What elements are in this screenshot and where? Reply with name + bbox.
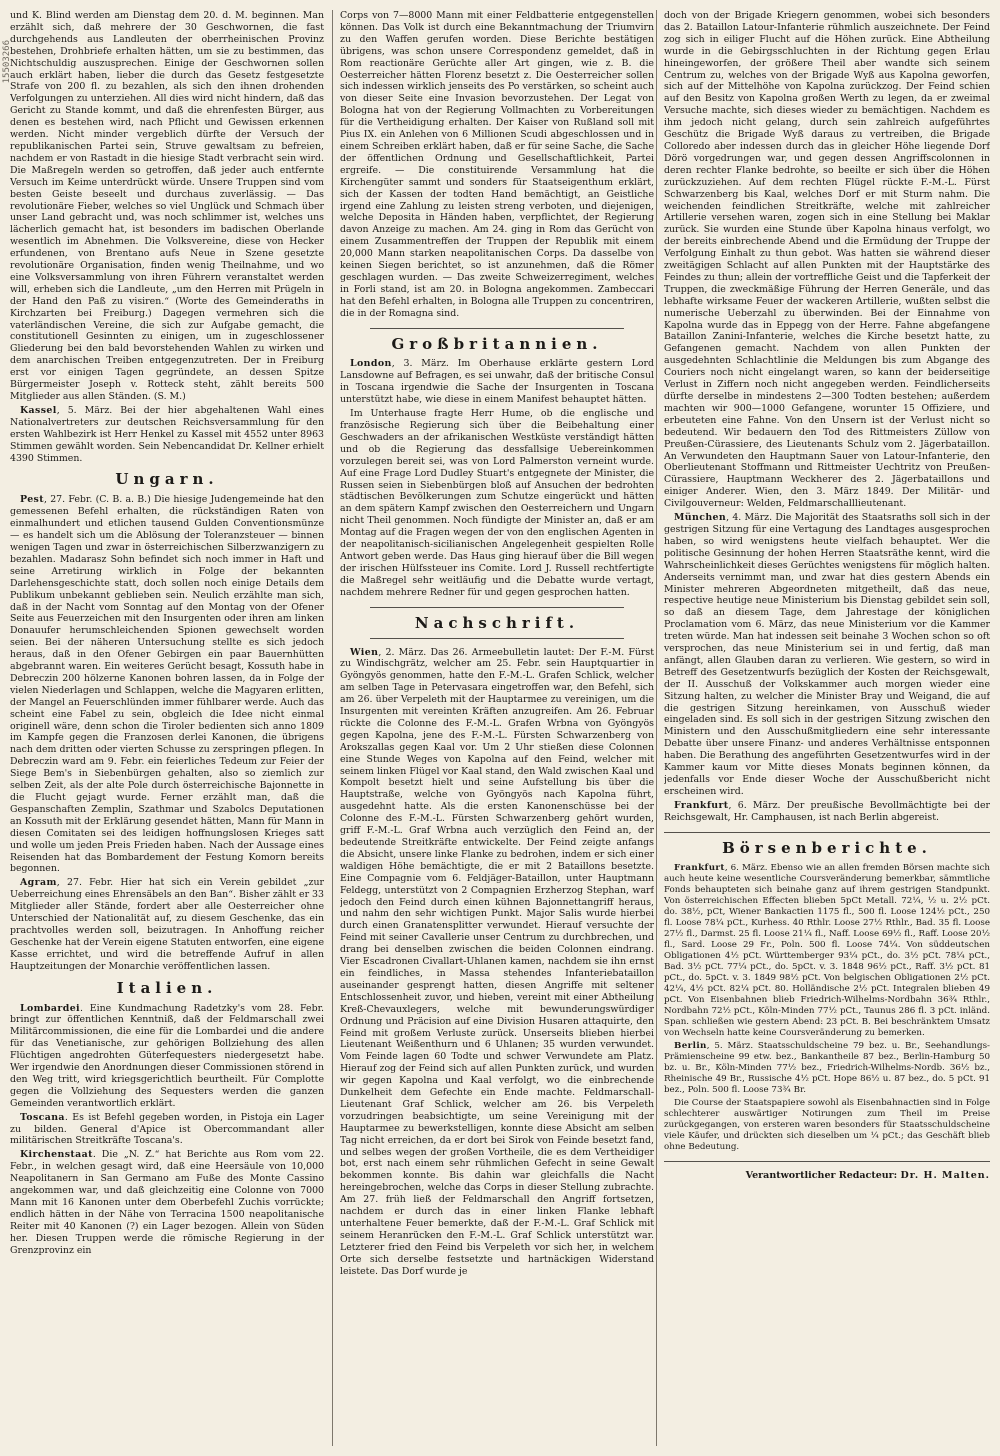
section-title-grossbritannien: Großbritannien. — [391, 334, 603, 353]
article-kassel — [10, 405, 324, 465]
article-lombardei — [10, 1003, 324, 1110]
article-unterhaus: Im Unterhause fragte Herr Hume, ob die englische und französische Regierung sich über die Beibehaltung einer Geschwaders an der afrikanischen Westküste verständigt hätten und ob die Regierung das dessfallsige Uebereinkommen vorzulegen bereit sei, was von Lord Palmerston verneint wurde. Auf eine Frage Lord Dudley Stuart's entgegnete der Minister, die Russen seien in Siebenbürgen bloß auf Ansuchen der bedrohten städtischen Bevölkerungen zum Schutze eingerückt und hätten an dem spätern Kampf zwischen den Oesterreichern und Ungarn nicht Theil genommen. Noch fündigte der Minister an, daß er am Montag auf die Fragen wegen der von den englischen Agenten in der neapolitanisch-sicilianischen Angelegenheit gespielten Rolle Antwort geben werde. Das Haus ging hierauf über die Bill wegen der irischen Hülfssteuer ins Comite. Lord J. Russell rechtfertigte die Maßregel sehr weitläufig und die Debatte wurde vertagt, nachdem mehrere Redner für und gegen gesprochen hatten. — [340, 408, 654, 598]
article-wien-continued: doch von der Brigade Kriegern genommen, wobei sich besonders das 2. Bataillon Latour-Infanterie rühmlich auszeichnete. Der Feind zog sich in eiliger Flucht auf die Höhen zurück. Eine Abtheilung wurde in die Gebirgsschluchten in der Richtung gegen Erlau hineingeworfen, der größere Theil aber wandte sich seinem Centrum zu, welches von der Brigade Wyß aus Kapolna geworfen, sich auf der Mittelhöhe von Kapolna zurückzog. Der Feind schien auf den Besitz von Kapolna großen Werth zu legen, da er zweimal Versuche machte, sich dieses wieder zu bemächtigen. Nachdem es ihm jedoch nicht gelang, durch sein zahlreich aufgeführtes Geschütz die Brigade Wyß daraus zu vertreiben, die Brigade Colloredo aber indessen durch das in gleicher Höhe liegende Dorf Dörö vorgedrungen war, und gegen dessen Angriffscolonnen in deren rechter Flanke bedrohte, so beeilte er sich über die Höhen zurückzuziehen. Auf dem rechten Flügel rückte F.-M.-L. Fürst Schwarzenberg bis Kaal, welches Dorf er mit Sturm nahm. Die weichenden feindlichen Streitkräfte, welche mit zahlreicher Artillerie versehen waren, zogen sich in eine Stellung bei Maklar zurück. Sie wurden eine Stunde über Kapolna hinaus verfolgt, wo der bereits einbrechende Abend und die Ermüdung der Truppe der Verfolgung Einhalt zu thun gebot. Was hatten sie während dieser zweitägigen Schlacht auf allen Punkten mit der Hauptstärke des Feindes zu thun; allein der vortreffliche Geist und die Tapferkeit der Truppen, die zweckmäßige Führung der Herren Generäle, und das lebhafte wirksame Feuer der wackeren Artillerie, wußten selbst die numerische Ueberzahl zu überwinden. Bei der Einnahme von Kapolna wurde das in Eppegg von der Herre. Fahne abgefangene Bataillon Zanini-Infanterie, welches die Kirche besetzt hatte, zu Gefangenen gemacht. Nachdem von allen Punkten der ausgedehnten Schlachtlinie die Meldungen bis zum Abgange des Couriers noch nicht eingelangt waren, so kann der beiderseitige Verlust in Ziffern noch nicht angegeben werden. Feindlicherseits dürfte derselbe in mindestens 2—300 Todten bestehen; außerdem machten wir 900—1000 Gefangene, worunter 15 Offiziere, und erbeuteten eine Fahne. Von den Unsern ist der Verlust nicht so bedeutend. Wir bedauern den Tod des Rittmeisters Züllow von Preußen-Cürassiere, des Lieutenants Schulz vom 2. Jägerbataillon. An Verwundeten den Hauptmann Sauer von Latour-Infanterie, den Oberlieutenant Stoffmann und Rittmeister Uechtritz von Preußen-Cürassiere, Hauptmann Weckherer des 2. Jägerbataillons und einiger Anderer. Wien, den 3. März 1849. Der Militär- und Civilgouverneur: Welden, Feldmarschalllieutenant. — [664, 10, 990, 510]
dateline-muenchen: München — [674, 512, 727, 524]
dateline-berlin: Berlin — [674, 1040, 707, 1051]
article-kirchenstaat-continued: Corps von 7—8000 Mann mit einer Feldbatterie entgegenstellen können. Das Volk ist durch eine Bekanntmachung der Triumvirn zu den Waffen gerufen worden. Diese Berichte bestätigen übrigens, was schon unsere Correspondenz gemeldet, daß in Rom reactionäre Gerüchte aller Art gingen, wie z. B. die Oesterreicher hätten Florenz besetzt z. Die Oesterreicher sollen sich indessen wirklich jenseits des Po verstärken, so scheint auch von dieser Seite eine Invasion bevorzustehen. Der Legat von Bologna hat von der Regierung Vollmachten zu Vorbereitungen für die Vertheidigung erhalten. Der Kaiser von Rußland soll mit Pius IX. ein Anlehen von 6 Millionen Scudi abgeschlossen und in einem Schreiben erklärt haben, daß er für seine Sache, die Sache der öffentlichen Ordnung und Gesellschaftlichkeit, Partei ergreife. — Die constituirende Versammlung hat die Kirchengüter sammt und sonders für Staatseigenthum erklärt, sich der Kassen der todten Hand bemächtigt, an Geistliche irgend eine Zahlung zu leisten streng verboten, und diejenigen, welche Deposita in Händen haben, verpflichtet, der Regierung davon Anzeige zu machen. Am 24. ging in Rom das Gerücht von einem Zusammentreffen der Truppen der Republik mit einem 20,000 Mann starken neapolitanischen Corps. Da dasselbe von keinen Siegen berichtet, so ist anzunehmen, daß die Römer geschlagen wurden. — Das zweite Schweizerregiment, welches in Forli stand, ist am 20. in Bologna angekommen. Zambeccari hat den Befehl erhalten, in Bologna alle Truppen zu concentriren, die in der Romagna sind. — [340, 10, 654, 319]
dateline-wien: Wien — [350, 646, 379, 658]
dateline-kirchenstaat: Kirchenstaat — [20, 1149, 93, 1161]
article-toscana-text: . Es ist Befehl gegeben worden, in Pistoja ein Lager zu bilden. General d'Apice ist Obercommandant aller militärischen Streitkräfte Toscana's. — [10, 1111, 324, 1147]
report-frankfurt-text: , 6. März. Ebenso wie an allen fremden Börsen machte sich auch heute keine wesentliche Coursveränderung bemerkbar, sämmtliche Fonds behaupteten sich beinahe ganz auf ihrem gestrigen Standpunkt. Von österreichischen Effecten blieben 5pCt Metall. 72¼, ½ u. 2½ pCt. do. 38½, pCt, Wiener Bankactien 1175 fl., 500 fl. Loose 124½ pCt., 250 fl. Loose 78¼ pCt., Kurhess. 40 Rthlr. Loose 27½ Rthlr., Bad. 35 fl. Loose 27½ fl., Darmst. 25 fl. Loose 21¼ fl., Naff. Loose 69½ fl., Raff. Loose 20½ fl., Sard. Loose 29 Fr., Poln. 500 fl. Loose 74¼. Von süddeutschen Obligationen 4½ pCt. Württemberger 93¼ pCt., do. 3½ pCt. 78¼ pCt., Bad. 3½ pCt. 77¼ pCt., do. 5pCt. v. 3. 1848 96½ pCt., Raff. 3½ pCt. 81 pCt., do. 5pCt. v. 3. 1849 98½ pCt. Von belgischen Obligationen 2½ pCt. 42¼, 4½ pCt. 82¼ pCt. 80. Holländische 2½ pCt. Integralen blieben 49 pCt. Von Eisenbahnen blieb Friedrich-Wilhelms-Nordbahn 36¾ Rthlr., Nordbahn 72½ pCt., Köln-Minden 77½ pCt., Taunus 286 fl. 3 pCt. inländ. Span. schließen wie gestern Abend: 23 pCt. B. Bei beschränktem Umsatz von Wechseln hatte keine Coursveränderung zu bemerken. — [664, 862, 990, 1038]
report-frankfurt — [664, 863, 990, 1039]
report-berlin — [664, 1041, 990, 1096]
footer-rule — [664, 1161, 990, 1162]
dateline-pest: Pest — [20, 494, 44, 506]
dateline-kassel: Kassel — [20, 404, 57, 416]
column-1 — [10, 10, 324, 1446]
article-muenchen — [664, 512, 990, 798]
column-divider — [656, 10, 657, 1446]
article-toscana — [10, 1112, 324, 1148]
article-pest — [10, 494, 324, 875]
dateline-lombardei: Lombardei — [20, 1002, 81, 1014]
article-muenchen-text: , 4. März. Die Majorität des Staatsraths soll sich in der gestrigen Sitzung für eine Vertagung des Landtages ausgesprochen haben, so wird wenigstens heute vielfach behauptet. Wer die politische Gesinnung der hohen Herren Staatsräthe kennt, wird die Wahrscheinlichkeit dieses Gerüchtes wenigstens für möglich halten. Anderseits vernimmt man, und zwar hat dies gestern Abends ein Minister mehreren Abgeordneten mitgetheilt, daß das neue, respective heutige neue Ministerium bis Dienstag gebildet sein soll, so daß an diesem Tage, dem Jahrestage der königlichen Proclamation vom 6. März, das neue Ministerium vor die Kammer treten würde. Man hat indessen seit beinahe 3 Wochen schon so oft versprochen, das neue Ministerium sei in und fertig, daß man anfängt, allen Glauben daran zu verlieren. Wie gestern, so wird in Betreff des Gesetzentwurfs bezüglich der Kosten der Reichsgewalt, der II. Ausschuß der Volkskammer auch morgen wieder eine Sitzung halten, zu welcher die Minister Bray und Weigand, die auf die gestrigen Sitzung hereinkamen, von Ausschuß wieder eingeladen sind. Es soll sich in der gestrigen Sitzung zwischen den Ministern und den Ausschußmitgliedern eine sehr interessante Debatte über unsere Finanz- und anderes Verhältnisse entsponnen haben. Die Berathung des angeführten Gesetzentwurfes wird in der Kammer kaum vor Mitte dieses Monats beginnen können, da jedenfalls vor Ende dieser Woche der Ausschußbericht nicht erscheinen wird. — [664, 512, 990, 797]
dateline-frankfurt: Frankfurt — [674, 799, 729, 811]
stock-reports — [664, 863, 990, 1153]
section-rule — [370, 607, 624, 608]
section-title-nachschrift: Nachschrift. — [414, 613, 580, 632]
dateline-agram: Agram — [20, 877, 57, 889]
section-rule — [370, 638, 624, 639]
article-frankfurt-text: , 6. März. Der preußische Bevollmächtigte bei der Reichsgewalt, Hr. Camphausen, ist nach Berlin abgereist. — [664, 799, 990, 823]
article-lombardei-text: . Eine Kundmachung Radetzky's vom 28. Febr. bringt zur öffentlichen Kenntniß, daß der Feldmarschall zwei Militärcommissionen, die eine für die Lombardei und die andere für das Venetianische, zur gehörigen Bollziehung des allen Flüchtigen angedrohten Güterfequesters niedergesetzt habe. Wer irgendwie den Anordnungen dieser Commissionen störend in den Weg tritt, wird kriegsgerichtlich beurtheilt. Für Complotte gegen die Vollziehung des Sequesters werden die ganzen Gemeinden verantwortlich erklärt. — [10, 1002, 324, 1109]
article-london-text: , 3. März. Im Oberhause erklärte gestern Lord Lansdowne auf Befragen, es sei unwahr, daß der britische Consul in Toscana irgendwie die Sache der Insurgenten in Toscana unterstützt habe, wie diese in einem Manifest behauptet hätten. — [340, 358, 654, 406]
editor-name: Dr. H. Malten. — [900, 1169, 990, 1181]
report-course-note: Die Course der Staatspapiere sowohl als Eisenbahnactien sind in Folge schlechterer auswärtiger Notirungen zum Theil im Preise zurückgegangen, von ersteren waren besonders für Staatsschuldscheine viele Käufer, und drückten sich dieselben um ¼ pCt.; das Geschäft blieb ohne Bedeutung. — [664, 1097, 990, 1152]
article-agram — [10, 877, 324, 972]
article-agram-text: , 27. Febr. Hier hat sich ein Verein gebildet „zur Ueberreichung eines Ehrensäbels an den Ban“. Bisher zählt er 33 Mitglieder aller Stände, fordert aber alle Oesterreicher ohne Unterschied der Nationalität auf, zu diesem Geschenke, das ein prachtvolles werden soll, beizutragen. In Anhoffung reicher Geschenke hat der Verein eigene Statuten entworfen, eine eigene Kasse errichtet, und wird die betreffende Aufruf in allen Hauptzeitungen der Monarchie veröffentlichen lassen. — [10, 877, 324, 972]
section-rule — [370, 328, 624, 329]
dateline-toscana: Toscana — [20, 1111, 65, 1123]
report-berlin-text: , 5. März. Staatsschuldscheine 79 bez. u. Br., Seehandlungs-Prämienscheine 99 etw. bez., Bankantheile 87 bez., Berlin-Hamburg 50 bz. u. Br., Köln-Minden 77½ bez., Friedrich-Wilhelms-Nordb. 36½ bz., Rheinische 49 Br., Russische 4½ pCt. Hope 86½ u. 87 bez., do. 5 pCt. 91 bez., Poln. 500 fl. Loose 73¾ Br. — [664, 1040, 990, 1095]
article-kirchenstaat — [10, 1149, 324, 1256]
article-kirchenstaat-text: . Die „N. Z.“ hat Berichte aus Rom vom 22. Febr., in welchen gesagt wird, daß eine Heersäule von 10,000 Neapolitanern in San Germano am Fuße des Monte Cassino angekommen war, und daß gleichzeitig eine Colonne von 7000 Mann mit 16 Kanonen unter dem Oberbefehl Zuchis vorrückte; endlich hätten in der Nähe von Terracina 1500 neapolitanische Reiter mit 40 Kanonen (?) ein Lager bezogen. Allein von Süden her. Diesen Truppen werde die römische Regierung in der Grenzprovinz ein — [10, 1149, 324, 1256]
editor-credit — [664, 1170, 990, 1182]
article-pest-text: , 27. Febr. (C. B. a. B.) Die hiesige Judengemeinde hat den gemessenen Befehl erhalten, die rückständigen Raten von einmalhundert und etlichen tausend Gulden Conventionsmünze — es handelt sich um die Ablösung der Toleranzsteuer — binnen wenigen Tagen und zwar in österreichischen Silberzwanzigern zu bezahlen. Madarasz Sohn befindet sich noch immer in Haft und seine Arretirung wirklich in Folge der bekannten Darlehensgeschichte statt, doch sollen noch einige Details dem Publikum unbekannt geblieben sein. Neulich erzählte man sich, daß in der Nacht vom Sonntag auf den Montag von der Ofener Seite aus Feuerzeichen mit den Insurgenten oder ihren am linken Donauufer herumschleichenden Spionen gewechselt worden seien. Bei der näheren Untersuchung stellte es sich jedoch heraus, daß in den Ofener Gebirgen ein paar Bauernhütten abgebrannt waren. Ein weiteres Gerücht besagt, Kossuth habe in Debreczin 200 hölzerne Kanonen bohren lassen, da in Folge der vielen Niederlagen und Schlappen, welche die Magyaren erlitten, der Mangel an Feuerschlünden immer fühlbarer werde. Auch das scheint eine Fabel zu sein, obgleich die Idee nicht einmal originell wäre, denn schon die Tiroler bedienten sich anno 1809 im Kampfe gegen die Franzosen derlei Kanonen, die übrigens nach dem dritten oder vierten Schusse zu zerspringen pflegen. In Debreczin ward am 9. Febr. ein feierliches Tedeum zur Feier der Siege Bem's in Siebenbürgen gehalten, also so ziemlich zur selben Zeit, als der alte Pole durch österreichische Bajonnette in die Flucht gejagt wurde. Ferner erzählt man, daß die Gespanschaften Zemplin, Szathmar und Szabolcs Deputationen an Kossuth mit der Erklärung gesendet hätten, Mann für Mann in diesen Comitaten sei des leidigen hoffnungslosen Krieges satt und wolle um jeden Preis Frieden haben. Nach der Aussage eines Reisenden hat das Bombardement der Festung Komorn bereits begonnen. — [10, 494, 324, 875]
column-2 — [340, 10, 654, 1446]
section-title-italien: Italien. — [116, 978, 218, 997]
column-3 — [664, 10, 990, 1446]
article-kassel-text: , 5. März. Bei der hier abgehaltenen Wahl eines Nationalvertreters zur deutschen Reichsversammlung für den ersten Wahlbezirk ist Herr Henkel zu Kassel mit 4552 unter 8963 Stimmen gewählt worden. Sein Nebencandidat Dr. Kellner erhielt 4390 Stimmen. — [10, 404, 324, 464]
section-rule — [664, 832, 990, 833]
article-frankfurt — [664, 800, 990, 824]
article-wien-text: , 2. März. Das 26. Armeebulletin lautet: Der F.-M. Fürst zu Windischgrätz, welcher am 25. Febr. sein Hauptquartier in Gyöngyös genommen, hatte den F.-M.-L. Grafen Schlick, welcher am selben Tage in Petervasara eingetroffen war, den Befehl, sich am 26. über Verpeleth mit der Hauptarmee zu vereinigen, um die Insurgenten mit vereinten Kräften anzugreifen. Am 26. Februar rückte die Colonne des F.-M.-L. Grafen Wrbna von Gyöngyös gegen Kapolna, jene des F.-M.-L. Fürsten Schwarzenberg von Arokszallas gegen Kaal vor. Um 2 Uhr stießen diese Colonnen eine Stunde Weges von Kapolna auf den Feind, welcher mit seinem linken Flügel vor Kaal stand, den Wald zwischen Kaal und Kompolt besetzt hielt und seine Aufstellung bis über die Hauptstraße, welche von Gyöngyös nach Kapolna führt, ausgedehnt hatte. Als die ersten Kanonenschüsse bei der Colonne des F.-M.-L. Fürsten Schwarzenberg gehört wurden, griff F.-M.-L. Graf Wrbna auch verzüglich den Feind an, der bedeutende Streitkräfte entwickelte. Der Feind zeigte anfangs die Absicht, unsere linke Flanke zu bedrohen, indem er sich einer waldigen Höhe bemächtigte, die er mit 2 Bataillons besetzte. Eine Compagnie vom 6. Feldjäger-Bataillon, unter Hauptmann Feldegg, unterstützt von 2 Compagnien Erzherzog Stephan, warf jedoch den Feind durch einen kühnen Bajonnettangriff heraus, und nahm den sehr wichtigen Punkt. Major Salis wurde hierbei durch einen Granatensplitter verwundet. Hierauf versuchte der Feind mit seiner Cavallerie unser Centrum zu durchbrechen, und drang bei denselben zwischen die beiden Colonnen eindrang. Vier Escadronen Civallart-Uhlanen kamen, nachdem sie ihn ernst ein feindliches, in Massa stehendes Infanteriebataillon auseinander gesprengt hatten, diesen Angriffe mit seltener Entschlossenheit zuvor, und hieben, vereint mit einer Abtheilung Kreß-Chevauxlegers, welche mit bewunderungswürdiger Ordnung und Präcision auf eine Division Husaren attaquirte, den Feind mit großem Verluste zurück. Unserseits blieben hierbei Lieutenant Weißenthurn und 6 Uhlanen; 35 wurden verwundet. Vom Feinde lagen 60 Todte und schwer Verwundete am Platz. Hierauf zog der Feind sich auf allen Punkten zurück, und wurden wir gegen Kapolna und Kaal verfolgt, wo die einbrechende Dunkelheit dem Gefechte ein Ende machte. Feldmarschall-Lieutenant Graf Schlick, welcher am 26. bis Verpeleth vorzudringen beabsichtigte, um seine Vereinigung mit der Hauptarmee zu bewerkstelligen, konnte diese Absicht am selben Tag nicht erreichen, da er dort bei Sirok von Feinde besetzt fand, und selbes wegen der großen Vortheile, die es dem Vertheidiger bot, erst nach einem sehr rühmlichen Gefecht in seine Gewalt bekommen konnte. Bis dahin war gleichfalls die Nacht hereingebrochen, welche das Corps in dieser Stellung zubrachte. Am 27. früh ließ der Feldmarschall den Angriff fortsetzen, nachdem er durch das in einer linken Flanke lebhaft unterhaltene Feuer bemerkte, daß der F.-M.-L. Graf Schlick mit seinem Heranrücken den F.-M.-L. Graf Schlick unterstützt war. Letzterer fried den Feind bis Verpeleth vor sich her, in welchem Orte sich derselbe festsetzte und hartnäckigen Widerstand leistete. Das Dorf wurde je — [340, 646, 654, 1277]
column-divider — [332, 10, 333, 1446]
section-title-ungarn: Ungarn. — [115, 470, 219, 489]
section-title-boersenberichte: Börsenberichte. — [722, 838, 932, 857]
editor-label: Verantwortlicher Redacteur: — [745, 1169, 898, 1181]
archive-id: 15503266 — [2, 40, 12, 84]
dateline-frankfurt-boerse: Frankfurt — [674, 862, 725, 873]
article-baden-continued: und K. Blind werden am Dienstag dem 20. d. M. beginnen. Man erzählt sich, daß mehrere der 30 Geschwornen, die fast durchgehends aus Landleuten der oberrheinischen Provinz bestehen, Drohbriefe erhalten hätten, um sie zu bestimmen, das Nichtschuldig auszusprechen. Einige der Geschwornen sollen auch erklärt haben, lieber die durch das Gesetz festgesetzte Strafe von 200 fl. zu bezahlen, als sich den ihnen drohenden Verfolgungen zu unterziehen. All dies wird nicht hindern, daß das Gericht zu Stande kommt, und daß die ehrenfesten Bürger, aus denen es bestehen wird, nach Pflicht und Gewissen erkennen werden. Nicht minder vergeblich dürfte der Versuch der republikanischen Partei sein, Struve gewaltsam zu befreien, nachdem er von Rastadt in die hiesige Stadt verbracht sein wird. Die Maßregeln werden so getroffen, daß jeder auch entfernte Versuch im Keime unterdrückt würde. Unsere Truppen sind vom besten Geiste beseelt und durchaus zuverlässig. — Das revolutionäre Fieber, welches so viel Unglück und Schmach über unser Land gebracht und, was noch schlimmer ist, welches uns lächerlich gemacht hat, ist besonders im badischen Oberlande wesentlich im Abnehmen. Die Volksvereine, diese von Hecker erfundenen, von Brentano aufs Neue in Szene gesetzte revolutionäre Organisation, finden wenig Theilnahme, und wo eine Volksversammlung von ihren Führern veranstaltet werden will, erheben sich die Landleute, „um den Herren mit Prügeln in der Hand den Paß zu visiren.“ (Worte des Gemeinderaths in Kirchzarten bei Freiburg.) Dagegen vermehren sich die vaterländischen Vereine, die sich zur Aufgabe gemacht, die constitutionell Gesinnten zu einigen, um in zugeschlossener Gliederung bei den bald bevorstehenden Wahlen zu wirken und dem anarchischen Treiben entgegenzutreten. Der in Freiburg erst vor einigen Tagen gegründete, an dessen Spitze Bürgermeister Joseph v. Rotteck steht, zählt bereits 500 Mitglieder aus allen Ständen. (S. M.) — [10, 10, 324, 402]
article-london — [340, 358, 654, 406]
article-wien — [340, 647, 654, 1278]
dateline-london: London — [350, 358, 392, 370]
